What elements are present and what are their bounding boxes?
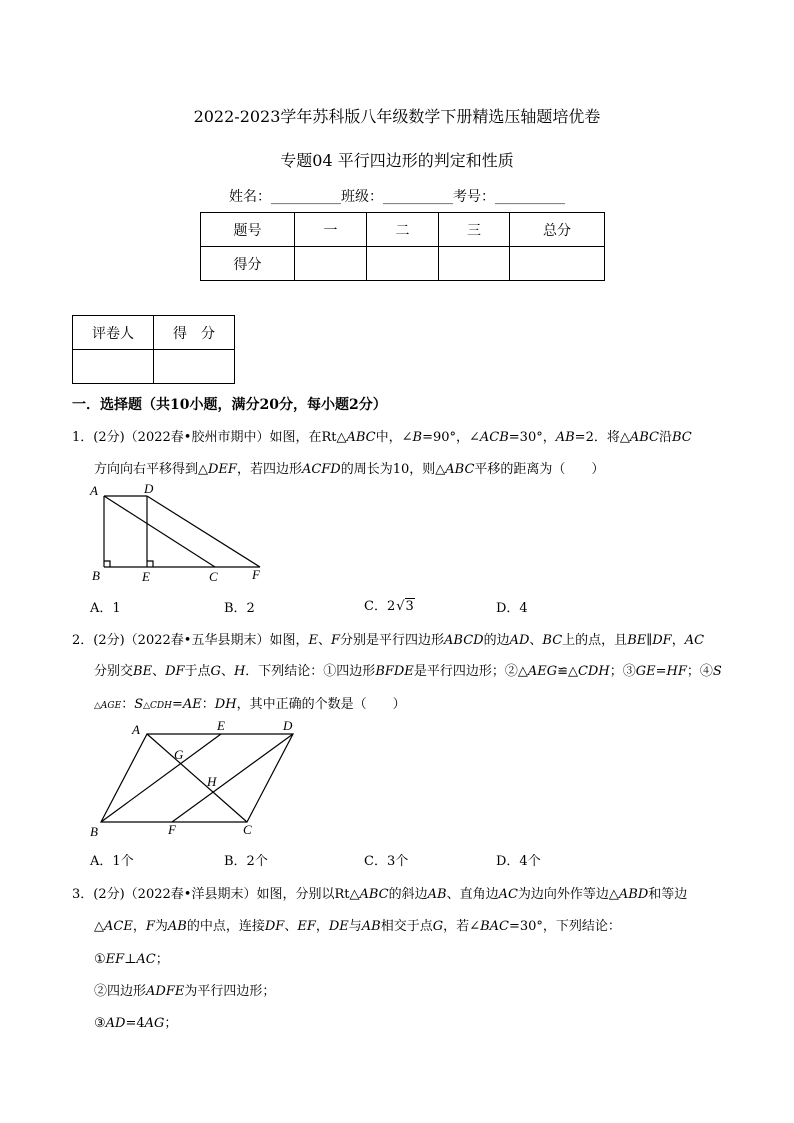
q2-option-a[interactable]: A．1个 (90, 854, 134, 869)
question-3-line-1: 3．(2分)（2022春•洋县期末）如图，分别以Rt△ABC的斜边AB、直角边AC为边向外作等边△ABD和等边 (72, 887, 688, 902)
label-e: E (142, 569, 150, 584)
label-g: G (174, 747, 184, 762)
label-f: F (252, 567, 260, 582)
label-h: H (207, 774, 217, 789)
score-cell (439, 247, 510, 281)
question-1-line-2: 方向向右平移得到△DEF，若四边形ACFD的周长为10，则△ABC平移的距离为（ ） (94, 462, 605, 477)
question-2-line-1: 2．(2分)（2022春•五华县期末）如图，E、F分别是平行四边形ABCD的边AD、BC上的点，且BE∥DF，AC (72, 633, 705, 648)
segment-df (147, 496, 260, 567)
label-c: C (243, 822, 252, 837)
q2-option-b[interactable]: B．2个 (224, 854, 268, 869)
score-header-cell: 题号 (201, 213, 295, 247)
question-2-line-3: △AGE：S△CDH=AE：DH，其中正确的个数是（ ） (94, 697, 406, 712)
question-1-line-1: 1．(2分)（2022春•胶州市期中）如图，在Rt△ABC中，∠B=90°，∠ACB=30°，AB=2．将△ABC沿BC (72, 430, 692, 445)
grader-table (72, 315, 235, 384)
question-3-conclusion-3: ③AD=4AG； (94, 1016, 178, 1031)
question-3-line-2: △ACE，F为AB的中点，连接DF、EF，DE与AB相交于点G，若∠BAC=30°，下列结论： (94, 919, 621, 934)
page-subtitle: 专题04 平行四边形的判定和性质 (280, 151, 514, 170)
label-d: D (283, 718, 293, 733)
grader-cell (73, 350, 154, 384)
label-b: B (90, 824, 98, 839)
q1-option-c-radicand: 3 (405, 599, 414, 614)
page-title: 2022-2023学年苏科版八年级数学下册精选压轴题培优卷 (193, 107, 601, 126)
section-title: 一．选择题（共10小题，满分20分，每小题2分） (72, 397, 387, 413)
right-angle-mark-e (147, 561, 153, 567)
segment-be (101, 734, 221, 822)
question-3-conclusion-2: ②四边形ADFE为平行四边形； (94, 984, 276, 999)
score-header-cell: 二 (367, 213, 439, 247)
label-a: A (90, 483, 98, 498)
score-header-cell: 三 (439, 213, 510, 247)
question-2-line-2: 分别交BE、DF于点G、H．下列结论：①四边形BFDE是平行四边形；②△AEG≌△CDH；③GE=HF；④S (94, 664, 722, 679)
label-e: E (217, 718, 225, 733)
grader-cell (154, 350, 235, 384)
q2-option-d[interactable]: D．4个 (496, 854, 541, 869)
score-header-cell: 总分 (510, 213, 605, 247)
label-d: D (144, 481, 154, 496)
score-cell (295, 247, 367, 281)
score-cell (510, 247, 605, 281)
question-3-conclusion-1: ①EF⊥AC； (94, 952, 169, 967)
question-1-figure (88, 480, 268, 586)
student-info (0, 186, 794, 206)
segment-ac (104, 496, 215, 567)
q1-option-a[interactable]: A．1 (90, 601, 121, 616)
score-table (200, 212, 605, 281)
class-field: 班级：__________ (341, 189, 453, 205)
q1-option-d[interactable]: D．4 (496, 601, 528, 616)
score-cell (367, 247, 439, 281)
question-2-figure (86, 716, 302, 840)
score-header-cell: 一 (295, 213, 367, 247)
q2-option-c[interactable]: C．3个 (364, 854, 409, 869)
q1-option-c[interactable]: C．2√3 (364, 599, 414, 614)
label-c: C (209, 569, 218, 584)
exam-number-field: 考号：__________ (453, 189, 565, 205)
grader-header-cell: 得 分 (154, 316, 235, 350)
name-field: 姓名：__________ (229, 189, 341, 205)
label-b: B (92, 568, 100, 583)
label-a: A (132, 722, 140, 737)
right-angle-mark-b (104, 561, 110, 567)
label-f: F (168, 822, 176, 837)
grader-header-cell: 评卷人 (73, 316, 154, 350)
score-row-label: 得分 (201, 247, 295, 281)
q1-option-b[interactable]: B．2 (224, 601, 255, 616)
